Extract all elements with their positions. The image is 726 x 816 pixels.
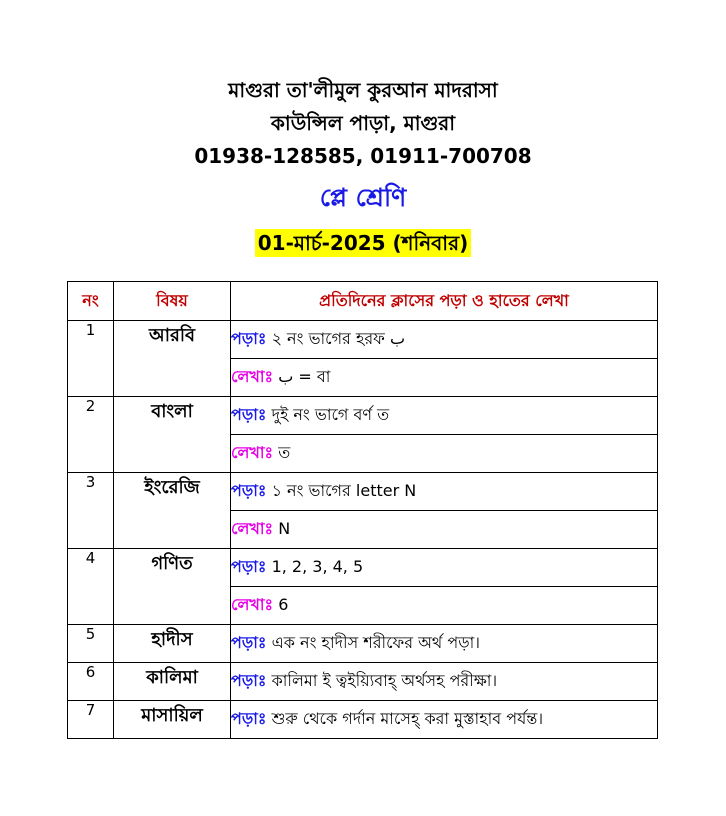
reading-text: ১ নং ভাগের letter N (271, 481, 417, 500)
reading-task (231, 321, 658, 359)
date-highlight: 01-মার্চ-2025 (শনিবার) (255, 229, 471, 257)
date-container (0, 229, 726, 257)
school-name: মাগুরা তা'লীমুল কুরআন মাদরাসা (228, 78, 498, 102)
reading-label: পড়াঃ (231, 709, 267, 728)
reading-text: এক নং হাদীস শরীফের অর্থ পড়া। (271, 633, 481, 652)
row-subject: হাদীস (114, 625, 231, 663)
row-number: 7 (68, 701, 114, 739)
reading-label: পড়াঃ (231, 633, 267, 652)
reading-text: দুই নং ভাগে বর্ণ ত (271, 405, 390, 424)
header-lesson: প্রতিদিনের ক্লাসের পড়া ও হাতের লেখা (231, 282, 658, 321)
reading-label: পড়াঃ (231, 329, 267, 348)
writing-label: লেখাঃ (231, 443, 274, 462)
lesson-table (67, 281, 658, 739)
row-subject: কালিমা (114, 663, 231, 701)
reading-task (231, 549, 658, 587)
writing-task (231, 359, 658, 397)
row-subject: আরবি (114, 321, 231, 397)
reading-task (231, 397, 658, 435)
table-row (68, 625, 658, 663)
reading-task (231, 701, 658, 739)
reading-task (231, 663, 658, 701)
writing-label: লেখাঃ (231, 367, 274, 386)
writing-text: 6 (278, 595, 289, 614)
writing-text: ত (278, 443, 291, 462)
writing-label: লেখাঃ (231, 519, 274, 538)
reading-label: পড়াঃ (231, 557, 267, 576)
writing-task (231, 435, 658, 473)
row-number: 5 (68, 625, 114, 663)
row-subject: গণিত (114, 549, 231, 625)
row-subject: মাসায়িল (114, 701, 231, 739)
reading-text: 1, 2, 3, 4, 5 (271, 557, 364, 576)
row-number: 2 (68, 397, 114, 473)
row-number: 1 (68, 321, 114, 397)
row-number: 4 (68, 549, 114, 625)
reading-text: কালিমা ই ত্বইয়্যিবাহ্ অর্থসহ পরীক্ষা। (271, 671, 498, 690)
header (0, 74, 726, 173)
table-row (68, 473, 658, 511)
reading-text: ২ নং ভাগের হরফ ب (271, 329, 405, 348)
writing-label: লেখাঃ (231, 595, 274, 614)
class-title: প্লে শ্রেণি (319, 183, 407, 212)
writing-task (231, 511, 658, 549)
phone-numbers: 01938-128585, 01911-700708 (194, 144, 532, 168)
writing-task (231, 587, 658, 625)
school-address: কাউন্সিল পাড়া, মাগুরা (270, 111, 456, 135)
table-row (68, 701, 658, 739)
row-subject: ইংরেজি (114, 473, 231, 549)
reading-task (231, 473, 658, 511)
header-no: নং (68, 282, 114, 321)
reading-task (231, 625, 658, 663)
reading-label: পড়াঃ (231, 481, 267, 500)
reading-text: শুরু থেকে গর্দান মাসেহ্ করা মুস্তাহাব পর্যন্ত। (271, 709, 544, 728)
reading-label: পড়াঃ (231, 671, 267, 690)
table-row (68, 549, 658, 587)
row-number: 3 (68, 473, 114, 549)
table-row (68, 397, 658, 435)
table-row (68, 321, 658, 359)
table-row (68, 663, 658, 701)
row-subject: বাংলা (114, 397, 231, 473)
writing-text: ب = বা (278, 367, 331, 386)
table-header-row (68, 282, 658, 321)
writing-text: N (278, 519, 291, 538)
row-number: 6 (68, 663, 114, 701)
reading-label: পড়াঃ (231, 405, 267, 424)
header-subject: বিষয় (114, 282, 231, 321)
